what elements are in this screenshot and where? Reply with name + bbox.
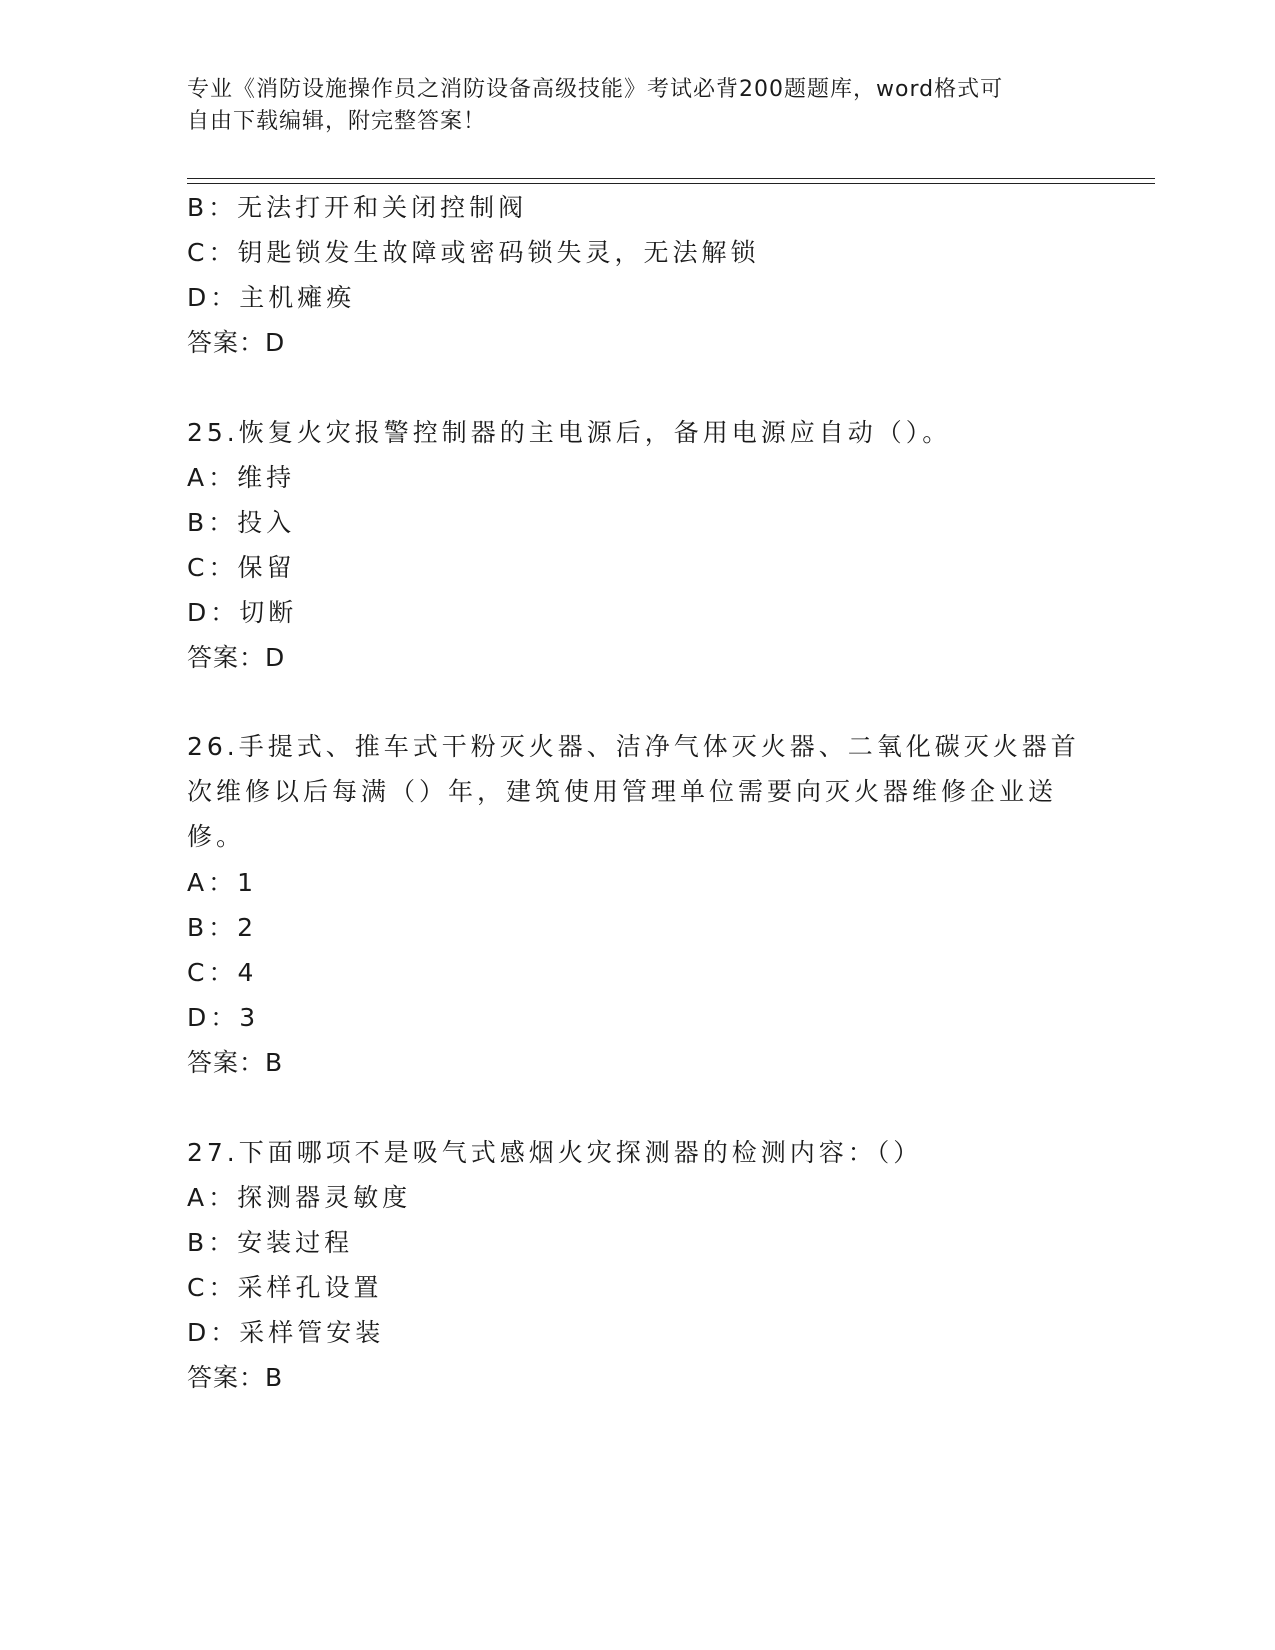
q26-stem: 26.手提式、推车式干粉灭火器、洁净气体灭火器、二氧化碳灭火器首次维修以后每满（）年，建筑使用管理单位需要向灭火器维修企业送修。 (187, 732, 1080, 851)
header-line-2: 自由下载编辑，附完整答案！ (187, 109, 487, 134)
q25-option-d: D：切断 (187, 598, 298, 627)
document-header (187, 74, 1087, 138)
header-divider-bottom (187, 183, 1155, 184)
q24-option-b: B：无法打开和关闭控制阀 (187, 193, 528, 222)
q27-option-c: C：采样孔设置 (187, 1273, 383, 1302)
q24-option-c: C：钥匙锁发生故障或密码锁失灵，无法解锁 (187, 238, 760, 267)
q25-option-c: C：保留 (187, 553, 296, 582)
q26-option-c: C：4 (187, 958, 258, 987)
q24-answer: 答案：D (187, 328, 286, 357)
q25-option-a: A：维持 (187, 463, 296, 492)
q25-answer: 答案：D (187, 643, 286, 672)
q27-option-d: D：采样管安装 (187, 1318, 385, 1347)
q25-stem: 25.恢复火灾报警控制器的主电源后，备用电源应自动（）。 (187, 418, 952, 447)
q27-stem: 27.下面哪项不是吸气式感烟火灾探测器的检测内容：（） (187, 1138, 923, 1167)
q27-option-b: B：安装过程 (187, 1228, 354, 1257)
header-divider-top (187, 178, 1155, 179)
q26-option-d: D：3 (187, 1003, 260, 1032)
q26-answer: 答案：B (187, 1048, 284, 1077)
q26-option-b: B：2 (187, 913, 258, 942)
q24-option-d: D：主机瘫痪 (187, 283, 356, 312)
header-line-1: 专业《消防设施操作员之消防设备高级技能》考试必背200题题库，word格式可 (187, 77, 1004, 102)
q27-option-a: A：探测器灵敏度 (187, 1183, 412, 1212)
q25-option-b: B：投入 (187, 508, 296, 537)
q27-answer: 答案：B (187, 1363, 284, 1392)
q26-option-a: A：1 (187, 868, 258, 897)
